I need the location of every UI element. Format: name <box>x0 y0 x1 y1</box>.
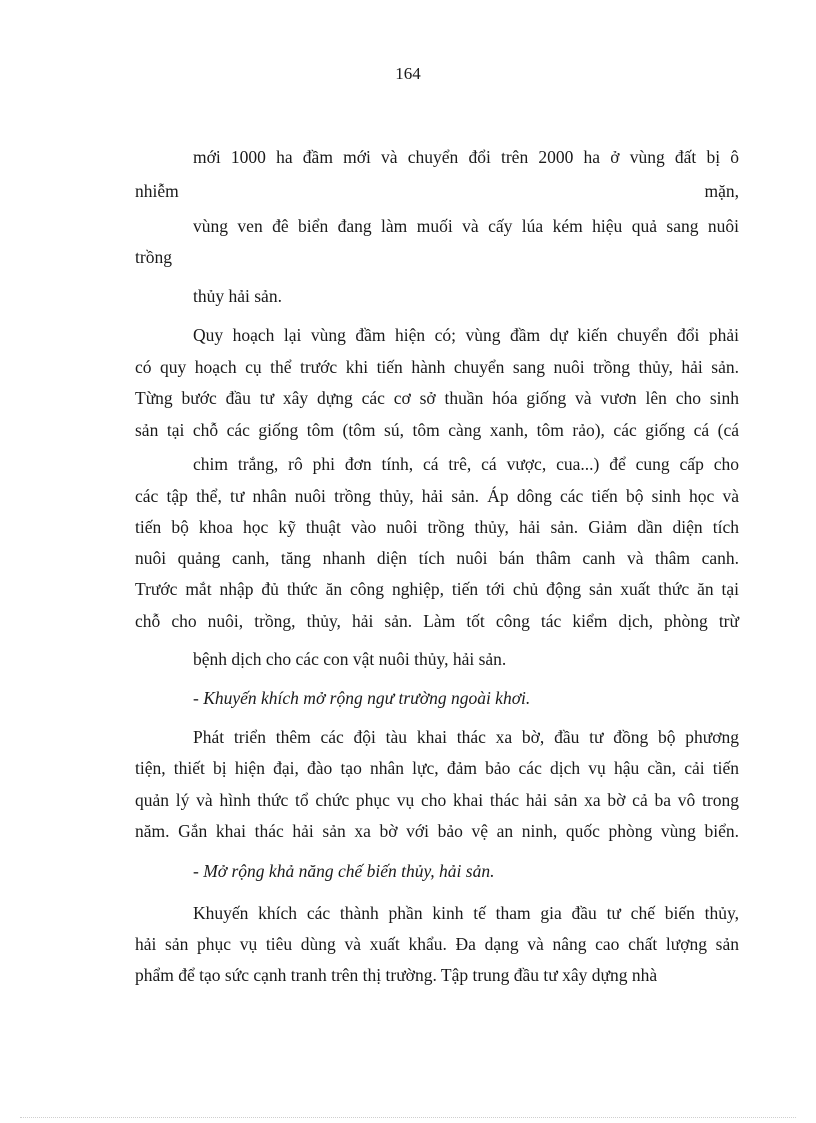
text-fragment: nhiễm <box>135 181 179 201</box>
page-bottom-border <box>20 1117 796 1118</box>
text-line: có quy hoạch cụ thể trước khi tiến hành chuyển sang nuôi trồng thủy, hải sản. <box>135 357 739 377</box>
text-line: chim trắng, rô phi đơn tính, cá trê, cá vược, cua...) để cung cấp cho <box>193 454 739 474</box>
text-line: phẩm để tạo sức cạnh tranh trên thị trường. Tập trung đầu tư xây dựng nhà <box>135 965 658 985</box>
text-line: vùng ven đê biển đang làm muối và cấy lúa kém hiệu quả sang nuôi <box>193 216 739 236</box>
text-line: tiện, thiết bị hiện đại, đào tạo nhân lực, đảm bảo các dịch vụ hậu cần, cải tiến <box>135 758 739 778</box>
text-line: mới 1000 ha đầm mới và chuyển đổi trên 2000 ha ở vùng đất bị ô <box>193 147 739 167</box>
text-line: tiến bộ khoa học kỹ thuật vào nuôi trồng thủy, hải sản. Giảm dần diện tích <box>135 517 739 537</box>
text-line: Quy hoạch lại vùng đầm hiện có; vùng đầm dự kiến chuyển đổi phải <box>193 325 739 345</box>
text-line: quản lý và hình thức tổ chức phục vụ cho khai thác hải sản xa bờ cả ba vô trong <box>135 790 739 810</box>
text-line: Từng bước đầu tư xây dựng các cơ sở thuần hóa giống và vươn lên cho sinh <box>135 388 739 408</box>
section-heading: - Khuyến khích mở rộng ngư trường ngoài khơi. <box>193 688 531 708</box>
text-line: các tập thể, tư nhân nuôi trồng thủy, hải sản. Áp dông các tiến bộ sinh học và <box>135 486 739 506</box>
text-line: hải sản phục vụ tiêu dùng và xuất khẩu. Đa dạng và nâng cao chất lượng sản <box>135 934 739 954</box>
text-line: Trước mắt nhập đủ thức ăn công nghiệp, tiến tới chủ động sản xuất thức ăn tại <box>135 579 739 599</box>
text-line: Phát triển thêm các đội tàu khai thác xa bờ, đầu tư đồng bộ phương <box>193 727 739 747</box>
text-line: bệnh dịch cho các con vật nuôi thủy, hải sản. <box>193 649 507 669</box>
text-line: chỗ cho nuôi, trồng, thủy, hải sản. Làm tốt công tác kiểm dịch, phòng trừ <box>135 611 739 631</box>
text-line: thủy hải sản. <box>193 286 282 306</box>
text-line: sản tại chỗ các giống tôm (tôm sú, tôm càng xanh, tôm rảo), các giống cá (cá <box>135 420 739 440</box>
text-fragment: mặn, <box>704 181 739 201</box>
section-heading: - Mở rộng khả năng chế biến thủy, hải sản. <box>193 861 495 881</box>
text-line: trồng <box>135 247 172 267</box>
text-line: Khuyến khích các thành phần kinh tế tham gia đầu tư chế biến thủy, <box>193 903 739 923</box>
page-number: 164 <box>395 64 421 83</box>
text-line: năm. Gắn khai thác hải sản xa bờ với bảo vệ an ninh, quốc phòng vùng biển. <box>135 821 739 841</box>
text-line: nuôi quảng canh, tăng nhanh diện tích nuôi bán thâm canh và thâm canh. <box>135 548 739 568</box>
